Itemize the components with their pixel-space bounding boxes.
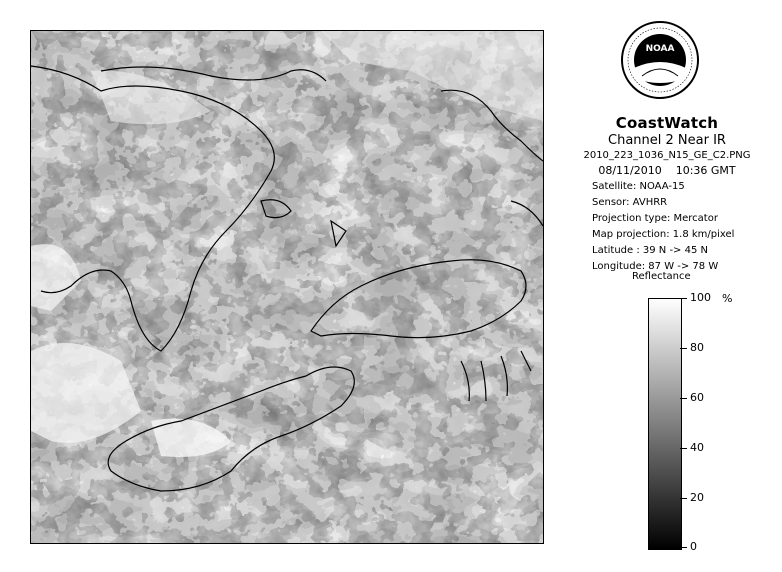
colorbar-title: Reflectance [632,271,691,282]
file-name: 2010_223_1036_N15_GE_C2.PNG [583,150,751,161]
noaa-logo [620,18,700,108]
reflectance-image [31,31,543,543]
sensor-line: Sensor: AVHRR [592,197,668,208]
colorbar-tick-label: 0 [690,540,697,553]
colorbar-tick [680,448,687,449]
colorbar-tick-label: 40 [690,441,704,454]
info-panel [556,114,778,275]
colorbar-tick-label: 60 [690,391,704,404]
noaa-seal-text: NOAA [645,44,675,54]
colorbar-unit: % [722,292,733,305]
longitude-line: Longitude: 87 W -> 78 W [592,261,719,272]
date-time: 08/11/2010 10:36 GMT [598,164,736,177]
colorbar-tick [680,398,687,399]
metadata-list [592,179,778,275]
satellite-line: Satellite: NOAA-15 [592,181,685,192]
channel-label: Channel 2 Near IR [608,133,726,148]
product-title: CoastWatch [615,114,719,132]
projection-type-line: Projection type: Mercator [592,213,718,224]
colorbar-tick-label: 100 [690,291,711,304]
colorbar-tick-label: 80 [690,341,704,354]
satellite-map [30,30,544,544]
map-projection-line: Map projection: 1.8 km/pixel [592,229,735,240]
latitude-line: Latitude : 39 N -> 45 N [592,245,708,256]
colorbar-tick [680,348,687,349]
colorbar-tick [680,547,687,548]
noaa-seal-icon [620,18,700,108]
colorbar-tick [680,498,687,499]
reflectance-colorbar [648,298,682,550]
colorbar-tick-label: 20 [690,491,704,504]
colorbar-tick [680,298,687,299]
